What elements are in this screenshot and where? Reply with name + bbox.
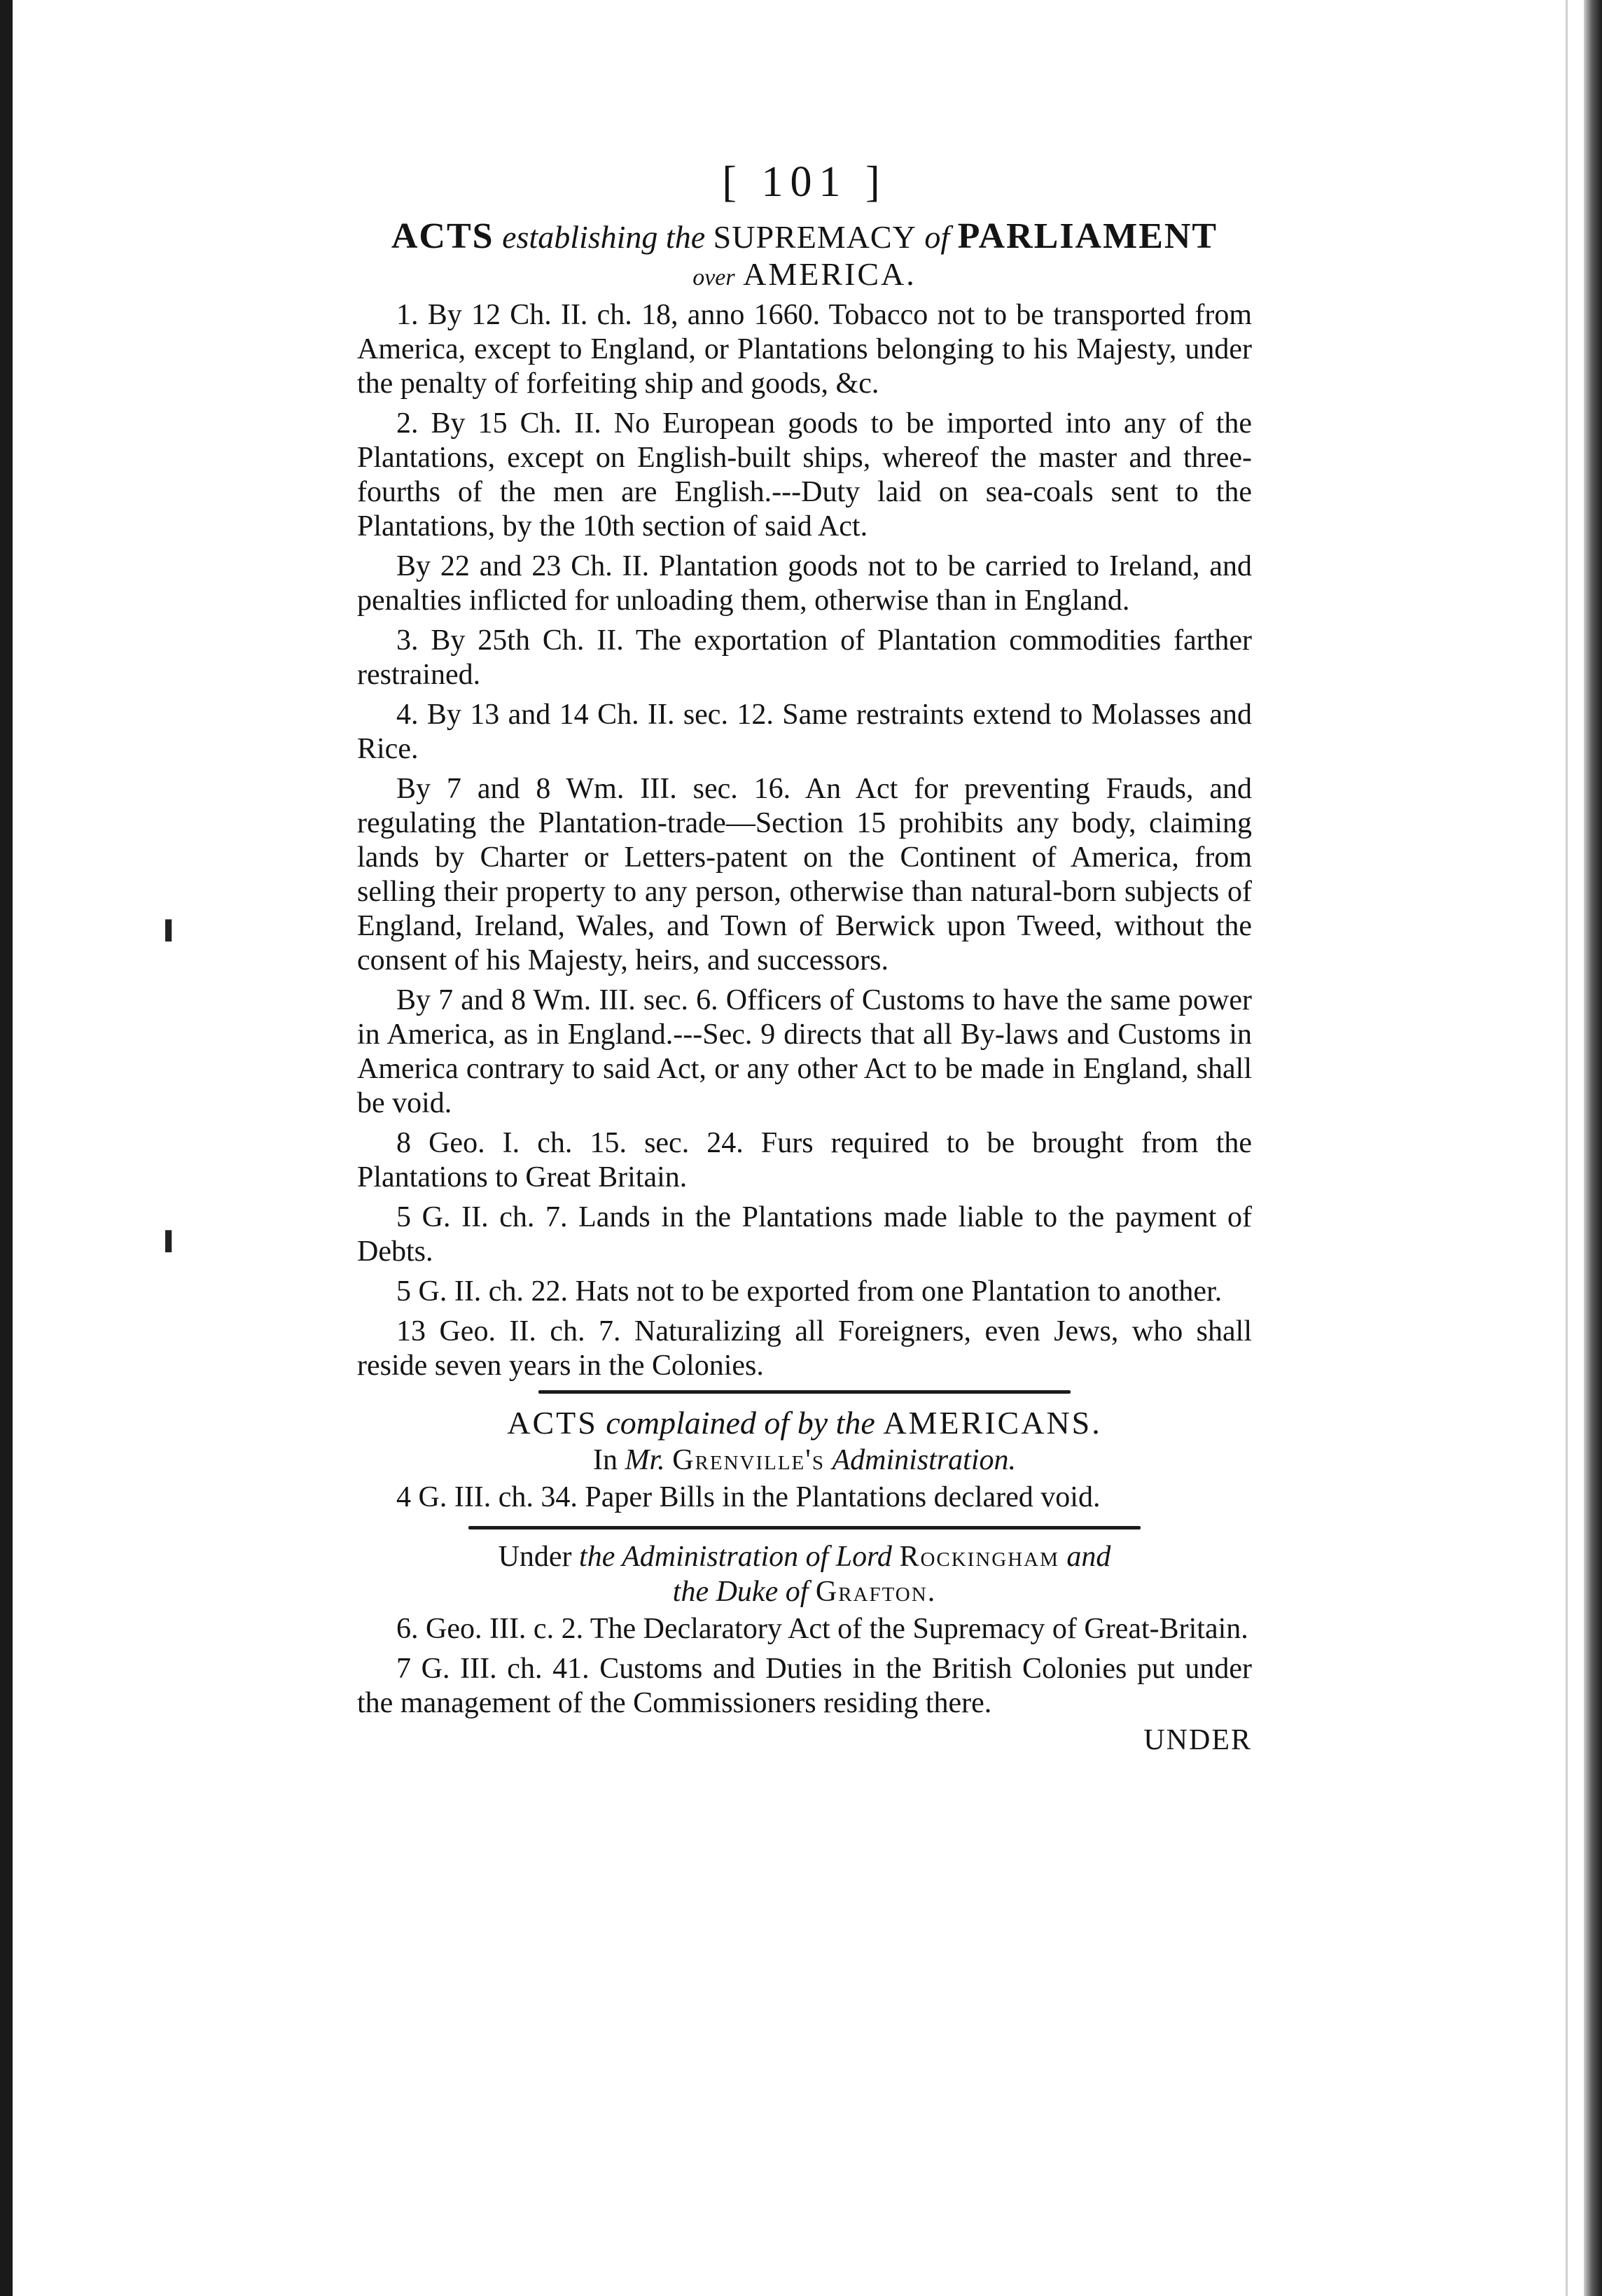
heading-establishing: establishing the bbox=[502, 219, 706, 255]
subheading-in: In bbox=[593, 1444, 618, 1476]
act-entry: 4 G. III. ch. 34. Paper Bills in the Plantations declared void. bbox=[396, 1481, 1101, 1513]
page-fold-line bbox=[1566, 0, 1568, 2296]
subheading-grenville bbox=[357, 1443, 1252, 1478]
acts-supremacy-list bbox=[357, 298, 1252, 1383]
heading-complained: complained of by the bbox=[606, 1405, 875, 1441]
subheading-grenville-name: Grenville's bbox=[672, 1444, 825, 1476]
heading-over: over bbox=[692, 265, 735, 290]
scan-edge-left bbox=[0, 0, 13, 2296]
act-entry: 6. Geo. III. c. 2. The Declaratory Act of the Supremacy of Great-Britain. bbox=[396, 1613, 1248, 1645]
heading-america: AMERICA. bbox=[743, 256, 917, 292]
subheading-administration-of-lord: the Administration of Lord bbox=[579, 1541, 892, 1573]
subheading-grafton bbox=[357, 1574, 1252, 1609]
act-entry: 2. By 15 Ch. II. No European goods to be imported into any of the Plantations, except on English-built ships, whereof the master and three-fourths of the men are English.---Duty laid on sea-coals sent to the Plantations, by the 10th section of said Act. bbox=[357, 407, 1252, 542]
act-entry: 3. By 25th Ch. II. The exportation of Plantation commodities farther restrained. bbox=[357, 624, 1252, 691]
heading-parliament: PARLIAMENT bbox=[957, 216, 1218, 256]
act-entry: By 22 and 23 Ch. II. Plantation goods not to be carried to Ireland, and penalties inflicted for unloading them, otherwise than in England. bbox=[357, 550, 1252, 617]
section-heading-america bbox=[357, 257, 1252, 295]
section-heading-supremacy bbox=[357, 218, 1252, 255]
subheading-rockingham-name: Rockingham bbox=[899, 1541, 1059, 1573]
act-entry: By 7 and 8 Wm. III. sec. 16. An Act for preventing Frauds, and regulating the Plantation-trade—Section 15 prohibits any body, claiming lands by Charter or Letters-patent on the Continent of America, from selling their property to any person, otherwise than natural-born subjects of England, Ireland, Wales, and Town of Berwick upon Tweed, without the consent of his Majesty, heirs, and successors. bbox=[357, 773, 1252, 976]
heading-of: of bbox=[924, 219, 950, 255]
scan-edge-right bbox=[1584, 0, 1602, 2296]
heading-americans: AMERICANS. bbox=[883, 1405, 1102, 1441]
heading-acts: ACTS bbox=[391, 216, 494, 256]
act-entry: 7 G. III. ch. 41. Customs and Duties in the British Colonies put under the management of the Commissioners residing there. bbox=[357, 1653, 1252, 1719]
section-divider bbox=[538, 1390, 1071, 1394]
subheading-duke-of: the Duke of bbox=[672, 1576, 809, 1608]
act-entry: By 7 and 8 Wm. III. sec. 6. Officers of Customs to have the same power in America, as in England.---Sec. 9 directs that all By-laws and Customs in America contrary to said Act, or any other Act to be made in England, shall be void. bbox=[357, 984, 1252, 1119]
margin-mark: ▌ bbox=[165, 1231, 179, 1251]
act-entry: 5 G. II. ch. 22. Hats not to be exported from one Plantation to another. bbox=[396, 1275, 1223, 1308]
subheading-and: and bbox=[1066, 1541, 1111, 1573]
subheading-administration: Administration. bbox=[832, 1444, 1016, 1476]
heading-acts: ACTS bbox=[507, 1405, 598, 1441]
act-entry: 1. By 12 Ch. II. ch. 18, anno 1660. Tobacco not to be transported from America, except to England, or Plantations belonging to his Majesty, under the penalty of forfeiting ship and goods, &c. bbox=[357, 299, 1252, 400]
subheading-under: Under bbox=[498, 1541, 572, 1573]
act-entry: 8 Geo. I. ch. 15. sec. 24. Furs required to be brought from the Plantations to Great Britain. bbox=[357, 1127, 1252, 1194]
heading-supremacy: SUPREMACY bbox=[713, 219, 917, 255]
subheading-mr: Mr. bbox=[625, 1444, 665, 1476]
subheading-rockingham bbox=[357, 1539, 1252, 1574]
section-divider bbox=[468, 1526, 1141, 1530]
act-entry: 4. By 13 and 14 Ch. II. sec. 12. Same restraints extend to Molasses and Rice. bbox=[357, 699, 1252, 765]
acts-rockingham-list bbox=[357, 1612, 1252, 1721]
subheading-grafton-name: Grafton. bbox=[815, 1576, 937, 1608]
section-heading-complaints bbox=[357, 1404, 1252, 1443]
act-entry: 5 G. II. ch. 7. Lands in the Plantations made liable to the payment of Debts. bbox=[357, 1201, 1252, 1268]
document-page bbox=[357, 158, 1252, 1757]
margin-mark: ▌ bbox=[165, 920, 179, 940]
acts-grenville-list bbox=[357, 1480, 1252, 1515]
page-number: [ 101 ] bbox=[722, 158, 887, 206]
act-entry: 13 Geo. II. ch. 7. Naturalizing all Foreigners, even Jews, who shall reside seven years in the Colonies. bbox=[357, 1315, 1252, 1382]
catchword: UNDER bbox=[1143, 1724, 1252, 1756]
